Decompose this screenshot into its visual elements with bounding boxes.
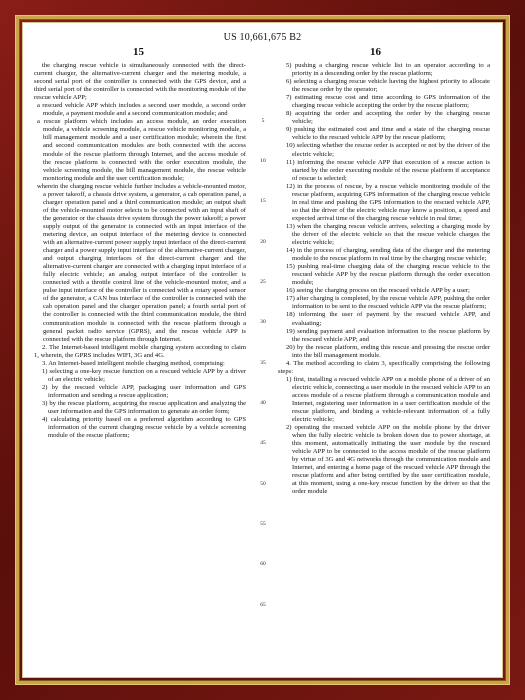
paragraph: 14) in the process of charging, sending data of the charger and the metering module to the rescue platform in real time by the charging rescue vehicle;: [286, 247, 490, 263]
line-number: 55: [260, 521, 266, 527]
line-number: 20: [260, 239, 266, 245]
line-number: 65: [260, 602, 266, 608]
paragraph: 4) calculating priority based on a preferred algorithm according to GPS information of the current charging rescue vehicle by a vehicle screening module of the rescue platform;: [42, 416, 246, 440]
line-number: 10: [260, 158, 266, 164]
line-number: 25: [260, 279, 266, 285]
left-column-number: 15: [133, 46, 144, 58]
line-number: 45: [260, 440, 266, 446]
paragraph: 16) seeing the charging process on the rescued vehicle APP by a user;: [286, 287, 470, 295]
paragraph: 2) operating the rescued vehicle APP on the mobile phone by the driver when the fully electric vehicle is broken down due to power shortage, at this moment, automatically initiating the user module by the rescued vehicle APP to be connected to the access module of the rescue platform by virtue of 3G and 4G networks through the communication module and Internet, and entering a home page of the rescued vehicle APP through the rescue platform and after being certified by the user certification module, at this moment, using a one-key rescue function by the driver so that the order module: [286, 424, 490, 496]
paragraph: 1) first, installing a rescued vehicle APP on a mobile phone of a driver of an electric vehicle, connecting a user module in the rescued vehicle APP to an access module of a rescue platform through a communication module and Internet, registering user information in a user certification module of the rescue platform, and binding a vehicle-relevant information of a fully electric vehicle;: [286, 375, 490, 424]
paragraph: 8) acquiring the order and accepting the order by the charging rescue vehicle;: [286, 110, 490, 126]
paragraph: 5) pushing a charging rescue vehicle list to an operator according to a priority in a descending order by the rescue platform;: [286, 62, 490, 78]
line-number: 60: [260, 561, 266, 567]
paragraph: 9) pushing the estimated cost and time and a state of the charging rescue vehicle to the rescued vehicle APP by the rescue platform;: [286, 126, 490, 142]
paragraph: 3. An Internet-based intelligent mobile charging method, comprising:: [42, 359, 225, 367]
patent-page: [22, 22, 503, 678]
line-number: 35: [260, 360, 266, 366]
paragraph: 6) selecting a charging rescue vehicle having the highest priority to allocate the rescue order by the operator;: [286, 78, 490, 94]
left-column: [34, 62, 246, 440]
paragraph: 1) selecting a one-key rescue function on a rescued vehicle APP by a driver of an electric vehicle;: [42, 367, 246, 383]
paragraph: 3) by the rescue platform, acquiring the rescue application and analyzing the user information and the GPS information to generate an order form;: [42, 399, 246, 416]
paragraph: 18) informing the user of payment by the rescued vehicle APP, and evaluating;: [286, 311, 490, 327]
patent-number: US 10,661,675 B2: [223, 32, 302, 43]
right-column-number: 16: [370, 46, 381, 58]
line-number: 40: [260, 400, 266, 406]
paragraph: 19) sending payment and evaluation information to the rescue platform by the rescued vehicle APP; and: [286, 327, 490, 343]
paragraph: 20) by the rescue platform, ending this rescue and pressing the rescue order into the bill management module.: [286, 343, 490, 359]
paragraph: wherein the charging rescue vehicle further includes a vehicle-mounted motor, a power takeoff, a chassis drive system, a generator, a cab operation panel, a charger operation panel and a third communication module; an output shaft of the vehicle-mounted motor selects to be connected with an input shaft of the generator or the chassis drive system through the power takeoff; a power supply output of the generator is connected with an input interface of the metering device, an output interface of the metering device is connected with an alternative-current power supply input interface of the direct-current charger and a power supply input interface of the alternative-current charger, and output charging interfaces of the direct-current charger and the alternative-current charger are connected with a charging input interface of a fully electric vehicle; an analog output interface of the controller is connected with a throttle control line of the vehicle-mounted motor, and a pulse input interface of the controller is connected with a rotary speed sensor of the generator, a CAN bus interface of the controller is connected with the cab operation panel and the charger operation panel; a fourth serial port of the controller is connected with the third communication module, the third communication module is connected with the rescue platform through a general packet radio service (GPRS), and the rescue vehicle APP is connected with the rescue platform through Internet.: [37, 182, 246, 343]
paragraph: 13) when the charging rescue vehicle arrives, selecting a charging mode by the driver of the electric vehicle so that the rescue vehicle charges the electric vehicle;: [286, 222, 490, 247]
right-column: [278, 62, 490, 497]
paragraph: 11) informing the rescue vehicle APP that execution of a rescue action is started by the order executing module of the rescue platform if acceptance of rescue is selected;: [286, 158, 490, 182]
paragraph: 17) after charging is completed, by the rescue vehicle APP, pushing the order information to be sent to the rescued vehicle APP via the rescue platform;: [286, 295, 490, 311]
paragraph: 2. The Internet-based intelligent mobile charging system according to claim 1, wherein, the GPRS includes WIFI, 3G and 4G.: [34, 343, 246, 359]
paragraph: the charging rescue vehicle is simultaneously connected with the direct-current charger, the alternative-current charger and the metering module, a second serial port of the controller is connected with the GPS device, and a third serial port of the controller is connected with the monitoring module of the rescue vehicle APP;: [34, 62, 246, 102]
paragraph: 2) by the rescued vehicle APP, packaging user information and GPS information and sending a rescue application;: [42, 383, 246, 399]
paragraph: a rescued vehicle APP which includes a second user module, a second order module, a payment module and a second communication module; and: [37, 102, 246, 118]
paragraph: 4. The method according to claim 3, specifically comprising the following steps:: [278, 359, 490, 375]
paragraph: 10) selecting whether the rescue order is accepted or not by the driver of the electric vehicle;: [286, 142, 490, 158]
line-number: 50: [260, 481, 266, 487]
line-number: 5: [261, 118, 265, 124]
line-number: 30: [260, 319, 266, 325]
paragraph: 7) estimating rescue cost and time according to GPS information of the charging rescue vehicle accepting the order by the rescue platform;: [286, 94, 490, 110]
paragraph: 15) pushing real-time charging data of the charging rescue vehicle to the rescued vehicle APP by the rescue platform through the order execution module;: [286, 263, 490, 287]
paragraph: 12) in the process of rescue, by a rescue vehicle monitoring module of the rescue platform, acquiring GPS information of the charging rescue vehicle in real time and pushing the GPS information to the rescued vehicle APP, so that the driver of the electric vehicle may know a position, a speed and expected arrival time of the charging rescue vehicle in real time;: [286, 182, 490, 222]
line-number: 15: [260, 198, 266, 204]
paragraph: a rescue platform which includes an access module, an order execution module, a vehicle screening module, a rescue vehicle monitoring module, a bill management module and a user certification module; wherein the first and second communication modules are both connected with the access module of the rescue platform through Internet, and the access module of the rescue platform is connected with the order execution module, the vehicle screening module, the bill management module, the rescue vehicle monitoring module and the user certification module;: [37, 118, 246, 182]
